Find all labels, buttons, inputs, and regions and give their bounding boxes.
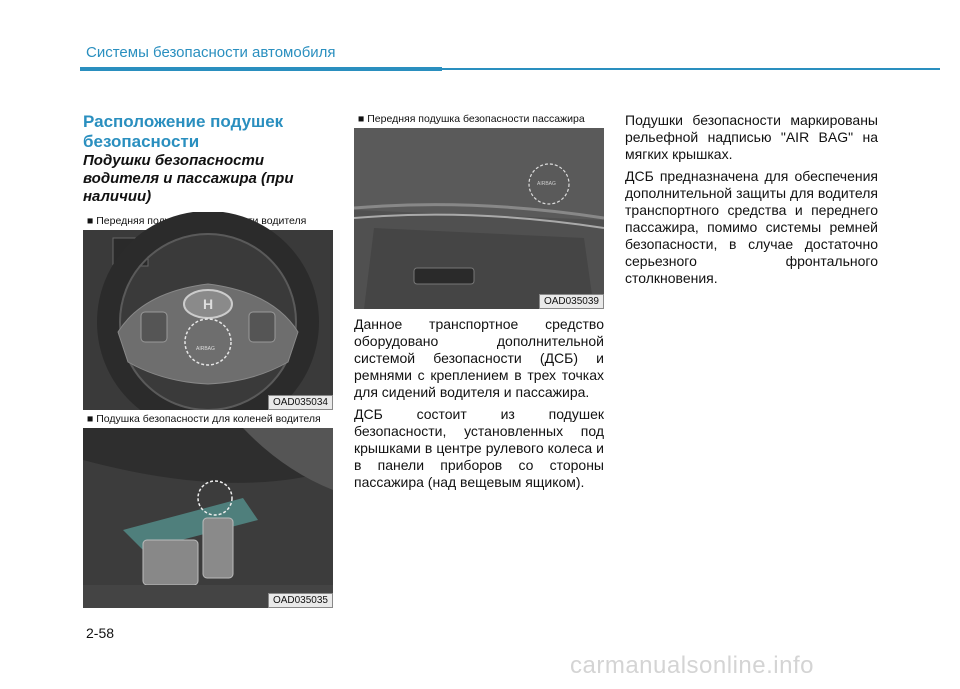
airbag-badge: AIRBAG [537,181,556,187]
figure-passenger-airbag [354,110,604,309]
body-paragraph: Данное транспортное средство оборудовано дополнительной системой безопасности (ДСБ) и ремнями с креплением в трех точках для сидений водителя и пассажира. [354,316,604,400]
right-column [625,112,878,287]
figure-caption: ■ Подушка безопасности для коленей водителя [83,410,333,429]
section-title: Системы безопасности автомобиля [86,44,336,61]
page-number: 2-58 [86,625,115,641]
figure-code: OAD035035 [268,593,333,608]
header-rule-thin [442,68,940,70]
figure-caption: ■ Передняя подушка безопасности водителя [83,212,333,231]
figure-knee-airbag [83,410,333,608]
figure-code: OAD035034 [268,395,333,410]
steering-wheel-illustration [83,212,333,410]
body-paragraph: ДСБ состоит из подушек безопасности, установленных под крышками в центре рулевого колеса и в панели приборов со стороны пассажира (над вещевым ящиком). [354,406,604,490]
page-title: Расположение подушек безопасности [83,112,284,151]
body-paragraph: Подушки безопасности маркированы рельефной надписью "AIR BAG" на мягких крышках. [625,112,878,162]
airbag-badge: AIRBAG [196,346,215,352]
figure-code: OAD035039 [539,294,604,309]
dashboard-illustration [354,110,604,309]
pedals-illustration [83,410,333,608]
watermark: carmanualsonline.info [570,652,814,679]
body-paragraph: ДСБ предназначена для обеспечения дополнительной защиты для водителя транспортного средства и переднего пассажира, помимо системы ремней безопасности, в случае достаточно серьезного фронтального столкновения. [625,168,878,286]
middle-column [354,316,604,491]
svg-text:H: H [202,296,214,312]
figure-driver-airbag [83,212,333,410]
figure-caption: ■ Передняя подушка безопасности пассажира [354,110,604,129]
header-rule-thick [80,67,442,71]
page-subtitle: Подушки безопасности водителя и пассажира (при наличии) [83,152,294,205]
